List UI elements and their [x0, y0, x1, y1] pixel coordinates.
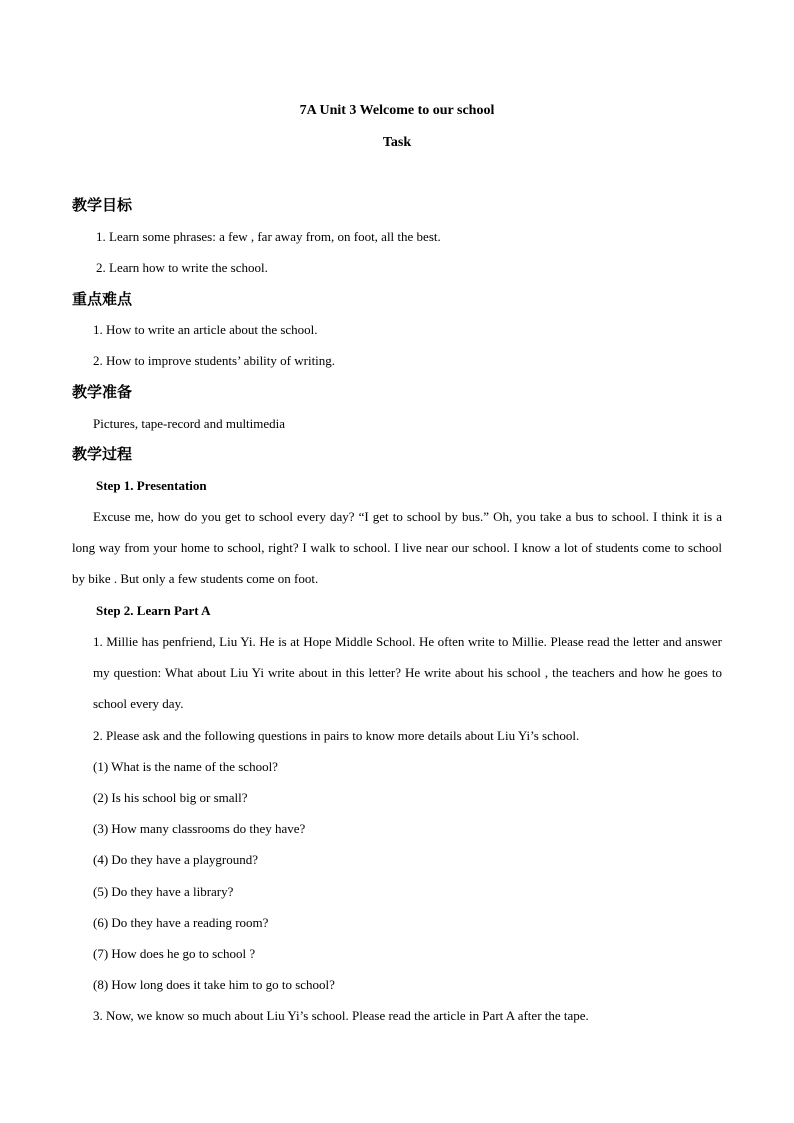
- preparation-heading: 教学准备: [72, 383, 133, 401]
- step2-item-2: 2. Please ask and the following questions in pairs to know more details about Liu Yi’s school.: [93, 728, 580, 743]
- question-item: (5) Do they have a library?: [93, 884, 234, 899]
- step1-title: Step 1. Presentation: [96, 478, 207, 493]
- step2-title: Step 2. Learn Part A: [96, 603, 211, 618]
- question-item: (1) What is the name of the school?: [93, 759, 278, 774]
- question-item: (7) How does he go to school ?: [93, 946, 256, 961]
- key-point-item: 1. How to write an article about the school.: [93, 322, 318, 337]
- question-item: (6) Do they have a reading room?: [93, 915, 269, 930]
- question-item: (2) Is his school big or small?: [93, 790, 248, 805]
- key-point-item: 2. How to improve students’ ability of writing.: [93, 353, 336, 368]
- question-item: (3) How many classrooms do they have?: [93, 821, 306, 836]
- objective-item: 1. Learn some phrases: a few , far away from, on foot, all the best.: [96, 229, 441, 244]
- step1-paragraph: Excuse me, how do you get to school every day? “I get to school by bus.” Oh, you take a bus to school. I think it is a long way from your home to school, right? I walk to school. I live near our school. I know a lot of students come to school by bike . But only a few students come on foot.: [72, 509, 722, 586]
- question-item: (8) How long does it take him to go to school?: [93, 977, 335, 992]
- process-heading: 教学过程: [72, 445, 133, 463]
- key-points-heading: 重点难点: [72, 290, 133, 308]
- document-title: 7A Unit 3 Welcome to our school: [299, 103, 495, 118]
- step2-item-1: 1. Millie has penfriend, Liu Yi. He is at Hope Middle School. He often write to Millie. Please read the letter and answer my question: What about Liu Yi write about in this letter? He write about his school , the teachers and how he goes to school every day.: [93, 634, 722, 711]
- preparation-text: Pictures, tape-record and multimedia: [93, 416, 286, 431]
- step2-item-3: 3. Now, we know so much about Liu Yi’s school. Please read the article in Part A after the tape.: [93, 1008, 589, 1023]
- question-item: (4) Do they have a playground?: [93, 852, 258, 867]
- objective-item: 2. Learn how to write the school.: [96, 260, 268, 275]
- document-subtitle: Task: [382, 135, 412, 150]
- objectives-heading: 教学目标: [72, 196, 133, 214]
